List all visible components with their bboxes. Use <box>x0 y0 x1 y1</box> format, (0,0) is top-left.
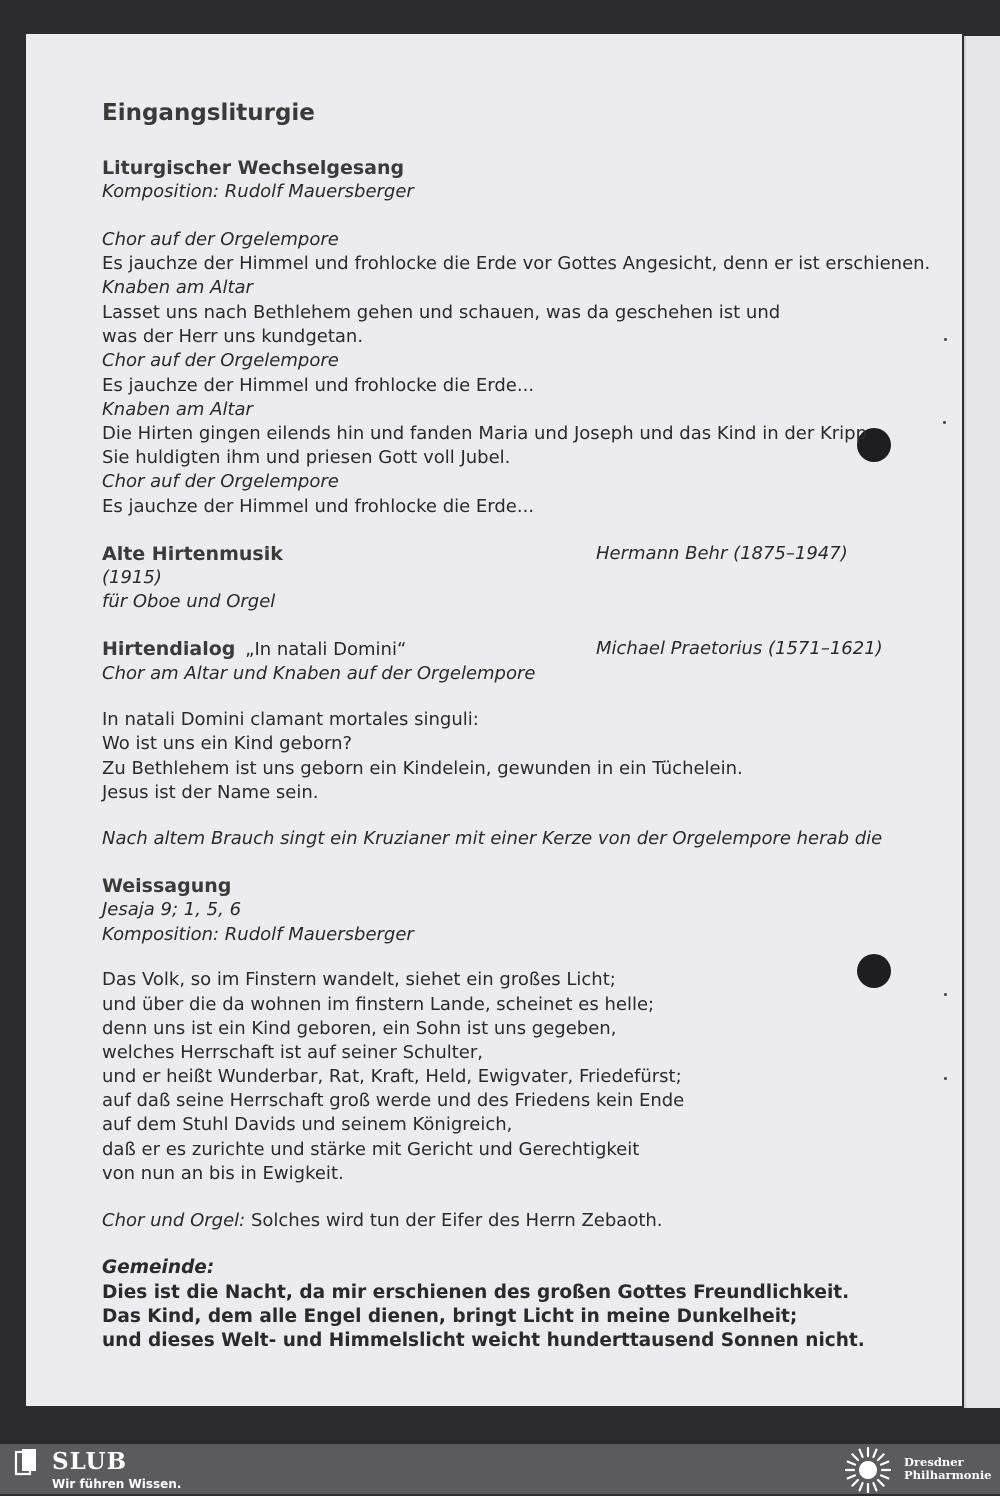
gemeinde-label: Gemeinde: <box>102 1257 215 1278</box>
text-line: Zu Bethlehem ist uns geborn ein Kindelein, gewunden in ein Tüchelein. <box>102 758 743 779</box>
text-line: welches Herrschaft ist auf seiner Schulter, <box>102 1042 483 1063</box>
composer-praetorius: Michael Praetorius (1571–1621) <box>596 638 883 659</box>
speck <box>944 338 947 341</box>
punch-hole-bottom <box>857 954 891 988</box>
speck <box>943 421 946 424</box>
tradition-note: Nach altem Brauch singt ein Kruzianer mit einer Kerze von der Orgelempore herab die <box>102 828 883 849</box>
philharmonie-line1: Dresdner <box>904 1455 964 1469</box>
text-line: daß er es zurichte und stärke mit Gericht und Gerechtigkeit <box>102 1139 640 1160</box>
text-line: Es jauchze der Himmel und frohlocke die Erde vor Gottes Angesicht, denn er ist erschienen. <box>102 253 931 274</box>
section-subtitle: „In natali Domini“ <box>245 639 407 660</box>
text-line: Sie huldigten ihm und priesen Gott voll Jubel. <box>102 447 511 468</box>
philharmonie-line2: Philharmonie <box>904 1468 992 1482</box>
year-line: (1915) <box>102 567 162 588</box>
text-line: Knaben am Altar <box>102 277 253 298</box>
section-title-hirtenmusik: Alte Hirtenmusik <box>102 543 283 565</box>
text-line: In natali Domini clamant mortales singuli: <box>102 709 479 730</box>
text-line: Die Hirten gingen eilends hin und fanden Maria und Joseph und das Kind in der Kripp <box>102 423 868 444</box>
text-line: auf daß seine Herrschaft groß werde und des Friedens kein Ende <box>102 1090 685 1111</box>
gemeinde-line: und dieses Welt- und Himmelslicht weicht hunderttausend Sonnen nicht. <box>102 1330 865 1351</box>
text-line: und über die da wohnen im finstern Lande, scheinet es helle; <box>102 994 655 1015</box>
speck <box>944 993 947 996</box>
text-line: Chor auf der Orgelempore <box>102 229 339 250</box>
text-line: und er heißt Wunderbar, Rat, Kraft, Held, Ewigvater, Friedefürst; <box>102 1066 682 1087</box>
section-title-hirtendialog-row <box>102 638 406 661</box>
slub-tagline: Wir führen Wissen. <box>52 1477 182 1491</box>
instrumentation-line: für Oboe und Orgel <box>102 591 276 612</box>
page-heading: Eingangsliturgie <box>102 100 315 126</box>
next-page-edge <box>964 36 1000 1408</box>
composer-behr: Hermann Behr (1875–1947) <box>596 543 848 564</box>
text-line: was der Herr uns kundgetan. <box>102 326 364 347</box>
gemeinde-line: Dies ist die Nacht, da mir erschienen des großen Gottes Freundlichkeit. <box>102 1282 850 1303</box>
gemeinde-line: Das Kind, dem alle Engel dienen, bringt Licht in meine Dunkelheit; <box>102 1306 798 1327</box>
chor-orgel-line <box>102 1210 663 1232</box>
slub-logo-icon <box>14 1448 38 1476</box>
text-line: Chor auf der Orgelempore <box>102 350 339 371</box>
text-line: Jesus ist der Name sein. <box>102 782 319 803</box>
composer-line: Komposition: Rudolf Mauersberger <box>102 181 414 202</box>
speck <box>944 1077 947 1080</box>
scripture-reference: Jesaja 9; 1, 5, 6 <box>102 899 242 920</box>
chor-orgel-text: Solches wird tun der Eifer des Herrn Zebaoth. <box>250 1210 663 1231</box>
text-line: von nun an bis in Ewigkeit. <box>102 1163 344 1184</box>
philharmonie-wordmark <box>904 1456 992 1482</box>
composer-line: Komposition: Rudolf Mauersberger <box>102 924 414 945</box>
philharmonie-logo-icon <box>842 1444 894 1496</box>
text-line: Wo ist uns ein Kind geborn? <box>102 733 353 754</box>
chor-orgel-label: Chor und Orgel: <box>102 1210 246 1231</box>
footer-bar <box>0 1444 1000 1494</box>
text-line: Es jauchze der Himmel und frohlocke die Erde... <box>102 375 535 396</box>
text-line: denn uns ist ein Kind geboren, ein Sohn ist uns gegeben, <box>102 1018 617 1039</box>
performers-line: Chor am Altar und Knaben auf der Orgelempore <box>102 663 536 684</box>
text-line: Lasset uns nach Bethlehem gehen und schauen, was da geschehen ist und <box>102 302 781 323</box>
text-line: Das Volk, so im Finstern wandelt, siehet ein großes Licht; <box>102 969 616 990</box>
text-line: Es jauchze der Himmel und frohlocke die Erde... <box>102 496 535 517</box>
section-title-weissagung: Weissagung <box>102 875 232 897</box>
text-line: auf dem Stuhl Davids und seinem Königreich, <box>102 1114 513 1135</box>
text-line: Chor auf der Orgelempore <box>102 471 339 492</box>
slub-wordmark: SLUB <box>52 1448 128 1475</box>
text-line: Knaben am Altar <box>102 399 253 420</box>
section-title-wechselgesang: Liturgischer Wechselgesang <box>102 157 405 179</box>
section-title-hirtendialog: Hirtendialog <box>102 638 236 660</box>
